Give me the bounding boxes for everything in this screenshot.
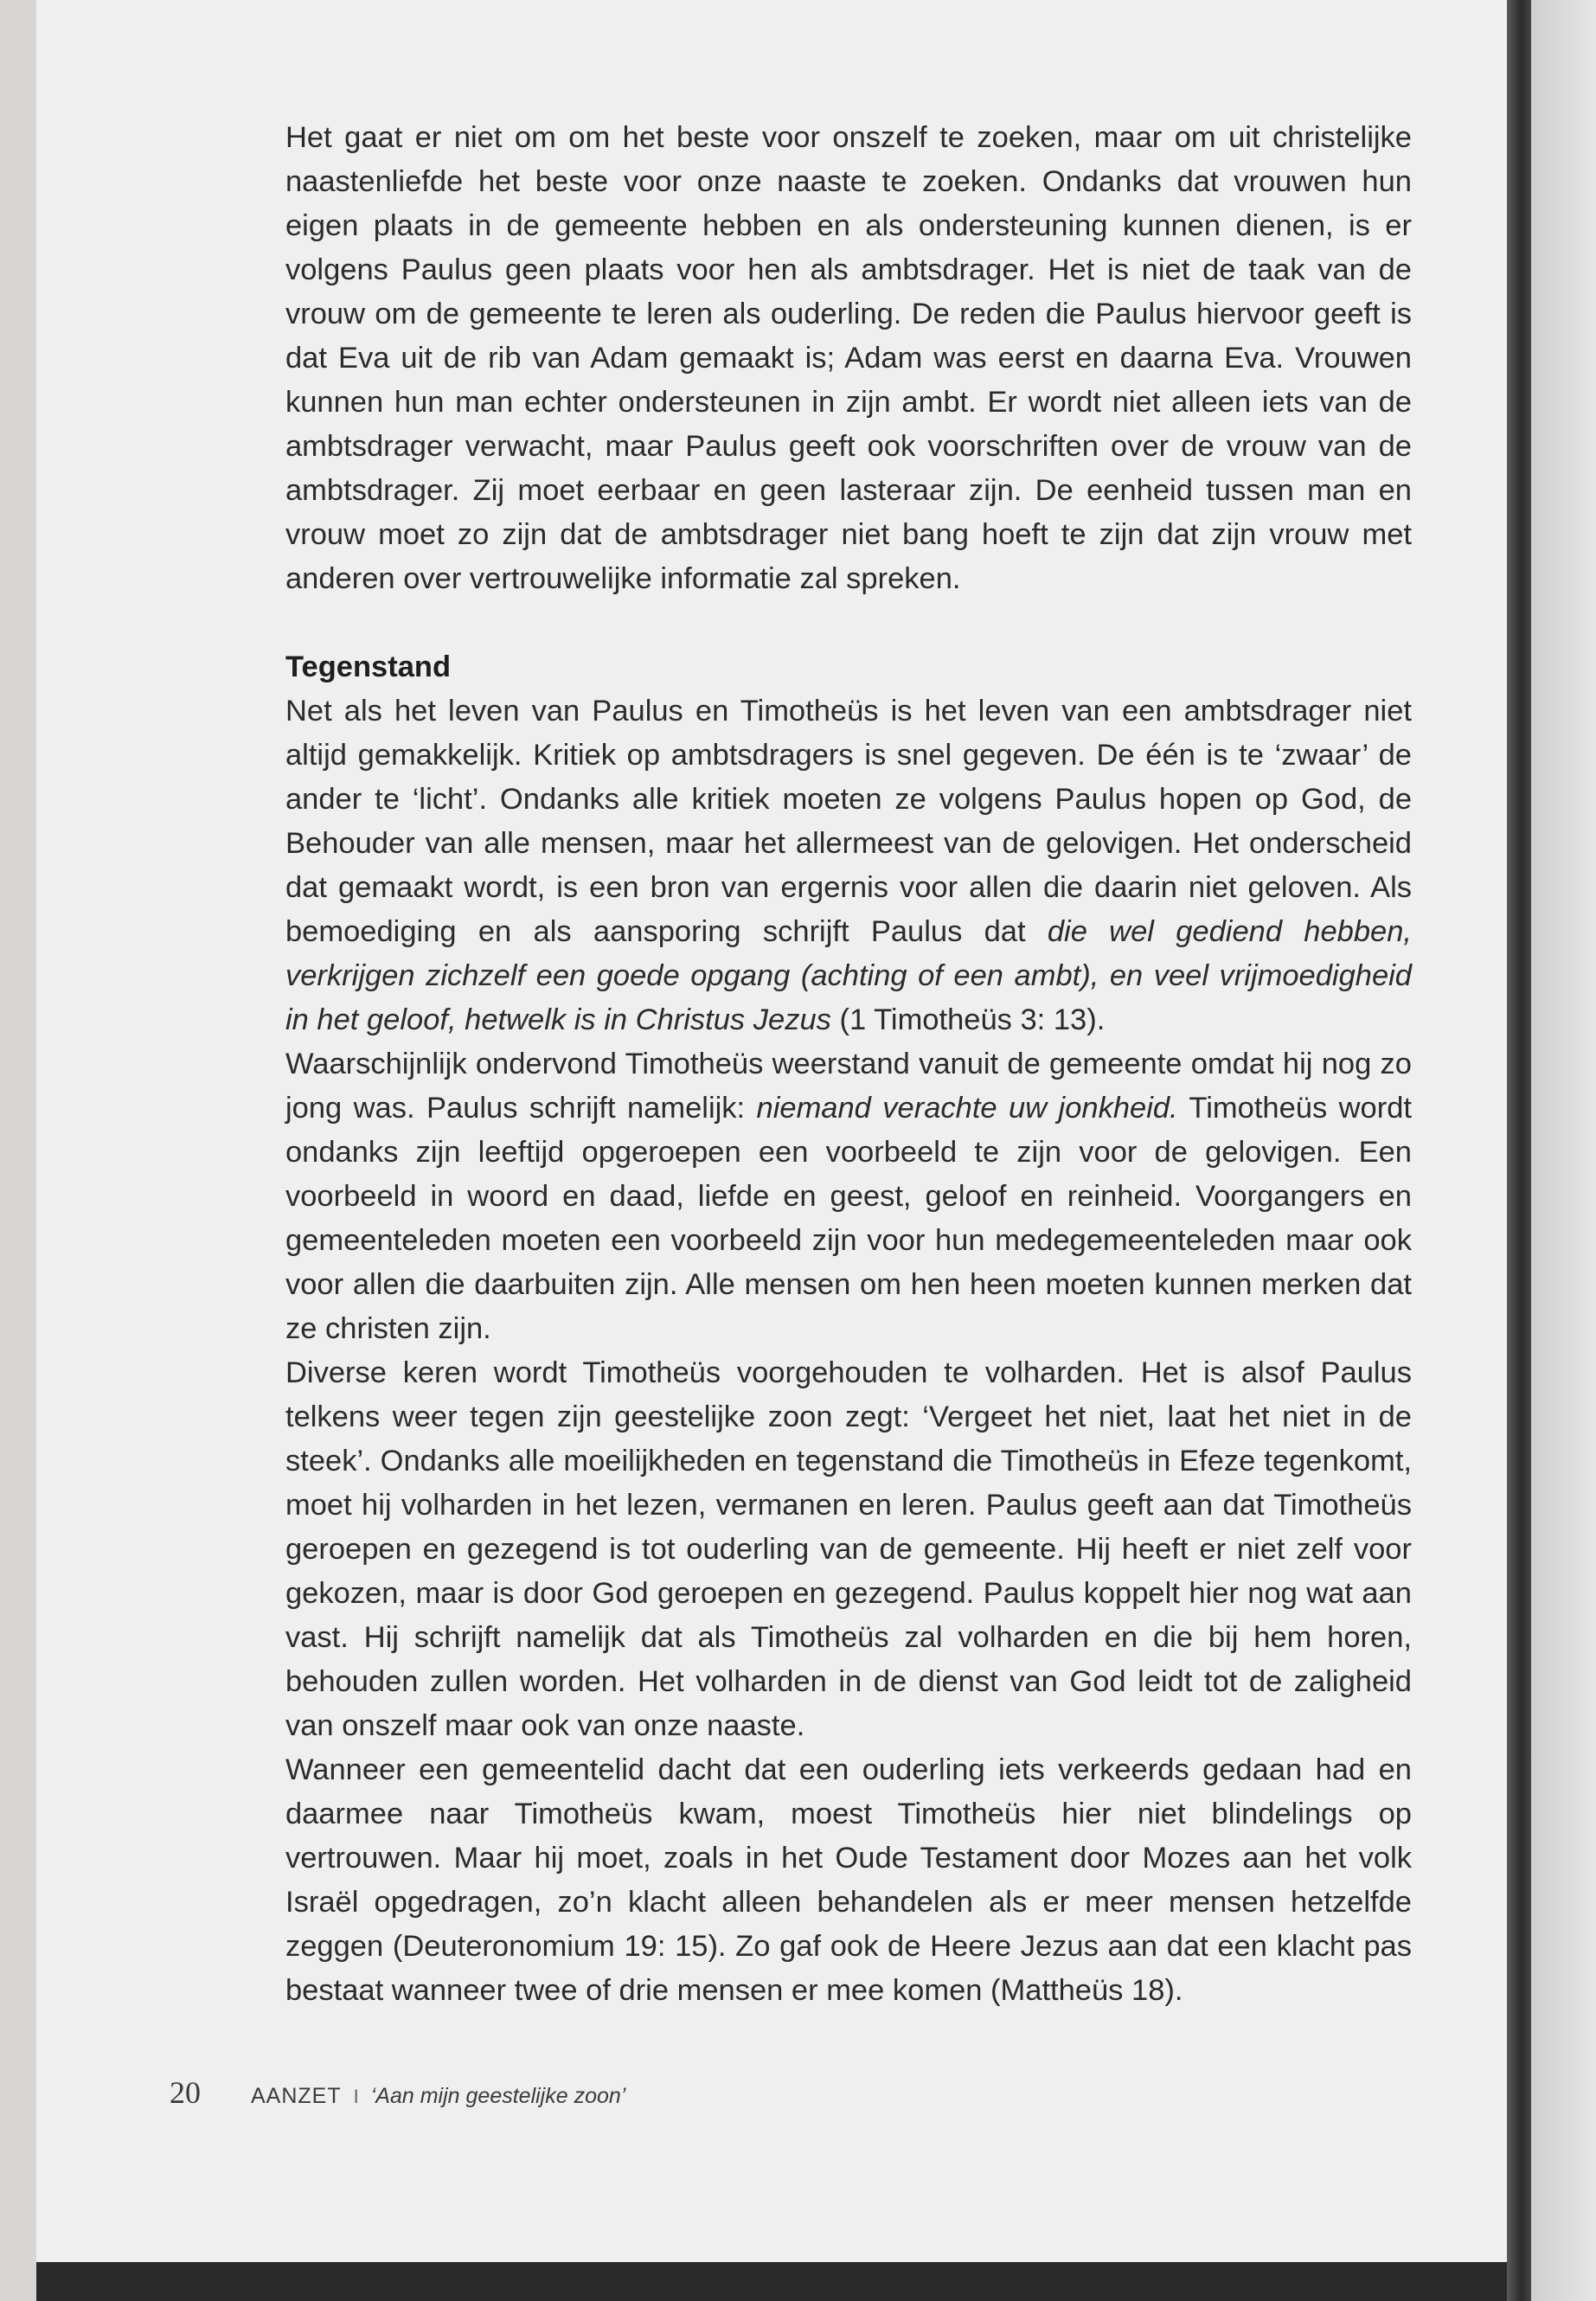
scripture-quote: die wel gediend hebben, verkrijgen zichzelf een goede opgang (achting of een ambt), en veel vrijmoedigheid in het geloof, hetwelk is in Christus Jezus [285,915,1413,1036]
body-text [285,116,1412,2013]
paragraph [285,689,1412,1042]
footer-series: AANZET [251,2084,342,2108]
text-run: Timotheüs wordt ondanks zijn leeftijd opgeroepen een voorbeeld te zijn voor de gelovigen. Een voorbeeld in woord en daad, liefde en geest, geloof en reinheid. Voorgangers en gemeenteleden moeten een voorbeeld zijn voor hun medegemeenteleden maar ook voor allen die daarbuiten zijn. Alle mensen om hen heen moeten kunnen merken dat ze christen zijn. [285,1092,1412,1345]
page-footer [170,2074,625,2118]
next-page-edge [1531,0,1596,2301]
paragraph: Wanneer een gemeentelid dacht dat een ouderling iets verkeerds gedaan had en daarmee naar Timotheüs kwam, moest Timotheüs hier niet blindelings op vertrouwen. Maar hij moet, zoals in het Oude Testament door Mozes aan het volk Israël opgedragen, zo’n klacht alleen behandelen als er meer mensen hetzelfde zeggen (Deuteronomium 19: 15). Zo gaf ook de Heere Jezus aan dat een klacht pas bestaat wanneer twee of drie mensen er mee komen (Mattheüs 18). [285,1753,1412,2007]
scripture-quote: niemand verachte uw jonkheid. [756,1092,1178,1125]
paragraph [285,1042,1412,1351]
book-binding [1507,0,1531,2301]
spacer [285,601,1412,645]
scripture-reference: (1 Timotheüs 3: 13). [830,1003,1106,1036]
page-number: 20 [170,2075,201,2110]
paragraph: Diverse keren wordt Timotheüs voorgehouden te volharden. Het is alsof Paulus telkens weer tegen zijn geestelijke zoon zegt: ‘Vergeet het niet, laat het niet in de steek’. Ondanks alle moeilijkheden en tegenstand die Timotheüs in Efeze tegenkomt, moet hij volharden in het lezen, vermanen en leren. Paulus geeft aan dat Timotheüs geroepen en gezegend is tot ouderling van de gemeente. Hij heeft er niet zelf voor gekozen, maar is door God geroepen en gezegend. Paulus koppelt hier nog wat aan vast. Hij schrijft namelijk dat als Timotheüs zal volharden en die bij hem horen, behouden zullen worden. Het volharden in de dienst van God leidt tot de zaligheid van onszelf maar ook van onze naaste. [285,1356,1412,1742]
section-heading: Tegenstand [285,651,452,683]
footer-separator: I [353,2086,359,2107]
text-run: Net als het leven van Paulus en Timotheüs is het leven van een ambtsdrager niet altijd gemakkelijk. Kritiek op ambtsdragers is snel gegeven. De één is te ‘zwaar’ de ander te ‘licht’. Ondanks alle kritiek moeten ze volgens Paulus hopen op God, de Behouder van alle mensen, maar het allermeest van de gelovigen. Het onderscheid dat gemaakt wordt, is een bron van ergernis voor allen die daarin niet geloven. Als bemoediging en als aansporing schrijft Paulus dat [285,695,1412,948]
paragraph: Het gaat er niet om om het beste voor onszelf te zoeken, maar om uit christelijke naastenliefde het beste voor onze naaste te zoeken. Ondanks dat vrouwen hun eigen plaats in de gemeente hebben en als ondersteuning kunnen dienen, is er volgens Paulus geen plaats voor hen als ambtsdrager. Het is niet de taak van de vrouw om de gemeente te leren als ouderling. De reden die Paulus hiervoor geeft is dat Eva uit de rib van Adam gemaakt is; Adam was eerst en daarna Eva. Vrouwen kunnen hun man echter ondersteunen in zijn ambt. Er wordt niet alleen iets van de ambtsdrager verwacht, maar Paulus geeft ook voorschriften over de vrouw van de ambtsdrager. Zij moet eerbaar en geen lasteraar zijn. De eenheid tussen man en vrouw moet zo zijn dat de ambtsdrager niet bang hoeft te zijn dat zijn vrouw met anderen over vertrouwelijke informatie zal spreken. [285,121,1412,595]
bottom-shadow [36,2262,1507,2301]
text-run: Waarschijnlijk ondervond Timotheüs weerstand vanuit de gemeente omdat hij nog zo jong was. Paulus schrijft namelijk: [285,1048,1412,1125]
footer-title: ‘Aan mijn geestelijke zoon’ [370,2084,626,2108]
